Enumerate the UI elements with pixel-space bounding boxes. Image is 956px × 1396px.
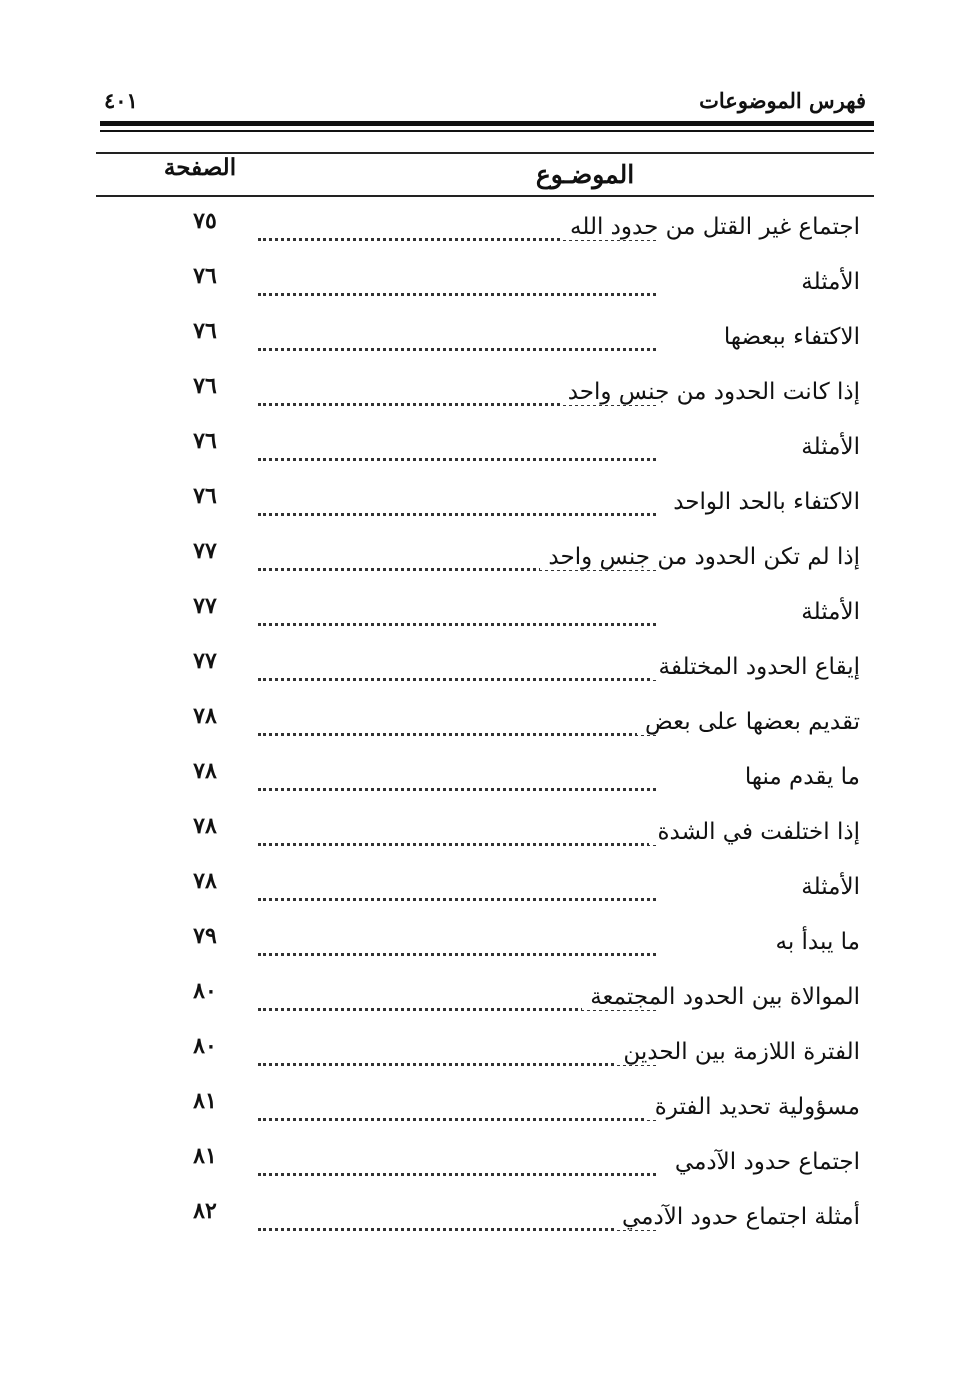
dot-leader [258, 1228, 656, 1231]
dot-leader [258, 1118, 656, 1121]
entry-topic: اجتماع غير القتل من حدود الله [562, 214, 860, 240]
header-title: فهرس الموضوعات [699, 88, 866, 113]
toc-entry [0, 373, 956, 428]
entry-topic: أمثلة اجتماع حدود الآدمي [614, 1204, 860, 1230]
entry-page: ٧٨ [193, 868, 217, 894]
toc-entry [0, 703, 956, 758]
toc-entry [0, 538, 956, 593]
entry-page: ٧٧ [193, 593, 217, 619]
entry-topic: الفترة اللازمة بين الحدين [615, 1039, 860, 1065]
entry-topic: تقديم بعضها على بعض [637, 709, 860, 735]
entry-page: ٧٩ [193, 923, 217, 949]
column-header-topic: الموضـوع [535, 160, 635, 189]
toc-entry [0, 483, 956, 538]
dot-leader [258, 843, 656, 846]
entry-page: ٧٦ [193, 263, 217, 289]
dot-leader [258, 293, 656, 296]
toc-entry [0, 923, 956, 978]
entry-page: ٨٢ [193, 1198, 217, 1224]
dot-leader [258, 458, 656, 461]
entry-page: ٧٧ [193, 538, 217, 564]
entry-page: ٧٦ [193, 428, 217, 454]
dot-leader [258, 898, 656, 901]
entry-topic: مسؤولية تحديد الفترة [647, 1094, 860, 1120]
toc-entry [0, 978, 956, 1033]
entry-page: ٨٠ [193, 1033, 217, 1059]
toc-entry [0, 208, 956, 263]
toc-entry [0, 263, 956, 318]
toc-entry [0, 1033, 956, 1088]
entry-page: ٧٨ [193, 813, 217, 839]
entry-topic: الاكتفاء ببعضها [716, 324, 860, 350]
entry-page: ٨١ [193, 1143, 217, 1169]
entry-topic: إذا كانت الحدود من جنس واحد [560, 379, 860, 405]
entry-page: ٧٧ [193, 648, 217, 674]
entry-topic: الأمثلة [793, 269, 860, 295]
entry-topic: الموالاة بين الحدود المجتمعة [582, 984, 860, 1010]
toc-entry [0, 1143, 956, 1198]
dot-leader [258, 1173, 656, 1176]
entry-page: ٨١ [193, 1088, 217, 1114]
entry-topic: الأمثلة [793, 874, 860, 900]
entry-topic: إذا اختلفت في الشدة [649, 819, 860, 845]
entry-topic: اجتماع حدود الآدمي [667, 1149, 860, 1175]
dot-leader [258, 733, 656, 736]
dot-leader [258, 953, 656, 956]
entry-topic: ما يبدأ به [768, 929, 861, 955]
dot-leader [258, 348, 656, 351]
entry-page: ٧٦ [193, 373, 217, 399]
entry-topic: ما يقدم منها [737, 764, 860, 790]
entry-topic: الأمثلة [793, 599, 860, 625]
entry-page: ٨٠ [193, 978, 217, 1004]
column-header-page: الصفحة [163, 154, 237, 181]
entry-topic: إيقاع الحدود المختلفة [650, 654, 860, 680]
entry-page: ٧٨ [193, 758, 217, 784]
dot-leader [258, 1063, 656, 1066]
dot-leader [258, 623, 656, 626]
entry-page: ٧٦ [193, 318, 217, 344]
toc-entry [0, 758, 956, 813]
toc-entry [0, 1088, 956, 1143]
entry-topic: إذا لم تكن الحدود من جنس واحد [540, 544, 860, 570]
toc-entry [0, 318, 956, 373]
dot-leader [258, 788, 656, 791]
toc-entry [0, 593, 956, 648]
toc-entry [0, 868, 956, 923]
dot-leader [258, 513, 656, 516]
entry-page: ٧٨ [193, 703, 217, 729]
toc-entry [0, 1198, 956, 1253]
entry-page: ٧٦ [193, 483, 217, 509]
toc-entry [0, 648, 956, 703]
toc-entry [0, 813, 956, 868]
entry-page: ٧٥ [193, 208, 217, 234]
entry-topic: الأمثلة [793, 434, 860, 460]
entry-topic: الاكتفاء بالحد الواحد [665, 489, 860, 515]
dot-leader [258, 678, 656, 681]
toc-entry [0, 428, 956, 483]
page-number: ٤٠١ [104, 88, 138, 113]
